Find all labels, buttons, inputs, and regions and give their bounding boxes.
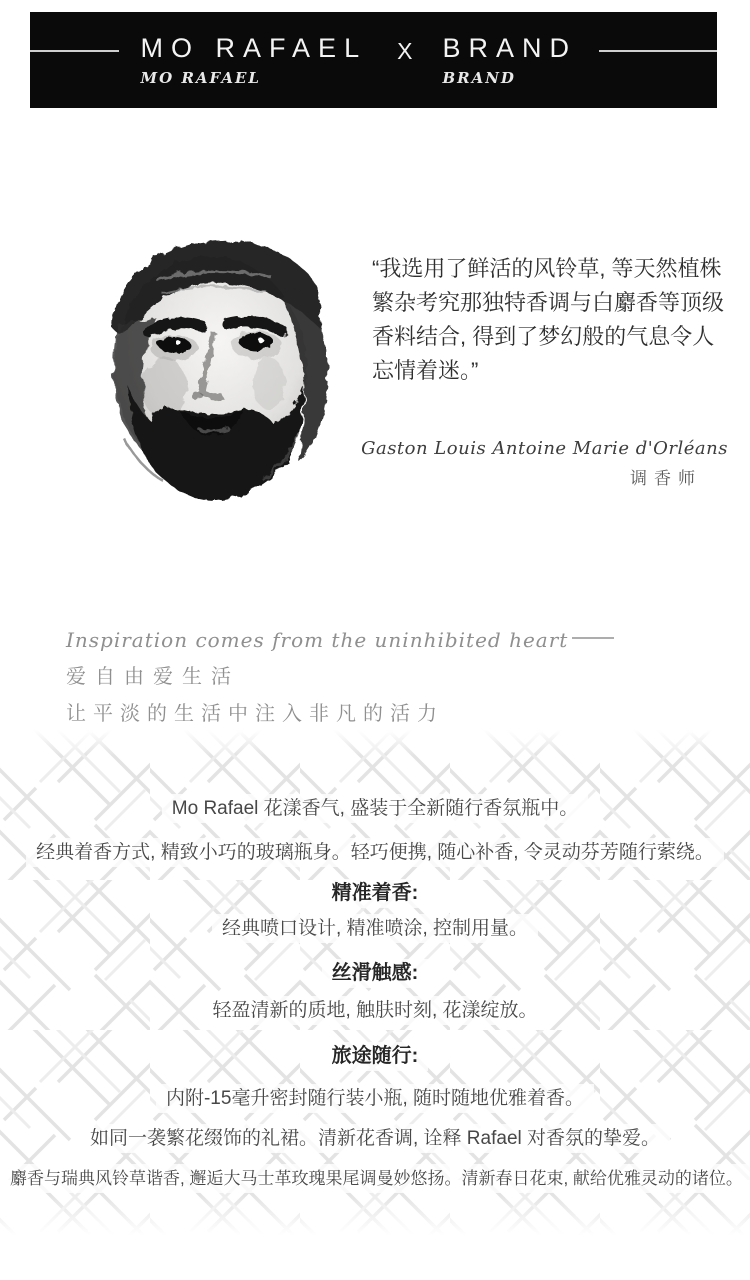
- inspiration-tail-rule: [572, 637, 614, 639]
- detail-heading-silky-touch: 丝滑触感:: [0, 959, 750, 988]
- inspiration-script-line: Inspiration comes from the uninhibited heart: [66, 628, 569, 652]
- quote-line: 忘情着迷。”: [372, 358, 479, 383]
- perfumer-quote: [372, 252, 740, 388]
- perfumer-signature: Gaston Louis Antoine Marie d'Orléans: [361, 438, 728, 459]
- brand-right-block: [442, 33, 577, 87]
- detail-outro-line2: 麝香与瑞典风铃草谐香, 邂逅大马士革玫瑰果尾调曼妙悠扬。清新春日花束, 献给优雅灵动的诸位。: [0, 1164, 750, 1193]
- collab-x-separator: X: [397, 37, 413, 64]
- detail-intro-line1: Mo Rafael 花漾香气, 盛装于全新随行香氛瓶中。: [0, 794, 750, 823]
- brand-left-name: MO RAFAEL: [140, 33, 368, 63]
- quote-line: 香料结合, 得到了梦幻般的气息令人: [372, 324, 715, 349]
- detail-heading-travel: 旅途随行:: [0, 1042, 750, 1071]
- brand-right-name: BRAND: [442, 33, 577, 63]
- inspiration-block: [66, 628, 614, 726]
- product-detail-section: [0, 730, 750, 1235]
- banner-left-rule: [30, 50, 119, 52]
- brand-banner: [30, 12, 717, 108]
- perfumer-title: 调香师: [630, 469, 702, 488]
- quote-line: 繁杂考究那独特香调与白麝香等顶级: [372, 290, 725, 315]
- brand-left-script: MO RAFAEL: [140, 69, 261, 87]
- perfumer-portrait-sketch-image: [58, 228, 363, 508]
- brand-right-script: BRAND: [442, 69, 516, 87]
- brand-left-block: [141, 33, 368, 87]
- detail-heading-precise-spray: 精准着香:: [0, 879, 750, 908]
- detail-body-travel: 内附-15毫升密封随行装小瓶, 随时随地优雅着香。: [0, 1084, 750, 1113]
- detail-body-silky-touch: 轻盈清新的质地, 触肤时刻, 花漾绽放。: [0, 996, 750, 1025]
- inspiration-cn-line2: 让平淡的生活中注入非凡的活力: [66, 703, 444, 725]
- banner-right-rule: [599, 50, 717, 52]
- signature-block: [361, 438, 728, 489]
- detail-body-precise-spray: 经典喷口设计, 精准喷涂, 控制用量。: [0, 914, 750, 943]
- detail-intro-line2: 经典着香方式, 精致小巧的玻璃瓶身。轻巧便携, 随心补香, 令灵动芬芳随行萦绕。: [0, 838, 750, 867]
- inspiration-cn-line1: 爱自由爱生活: [66, 666, 240, 688]
- quote-line: “我选用了鲜活的风铃草, 等天然植株: [372, 256, 722, 281]
- detail-outro-line1: 如同一袭繁花缀饰的礼裙。清新花香调, 诠释 Rafael 对香氛的挚爱。: [0, 1124, 750, 1153]
